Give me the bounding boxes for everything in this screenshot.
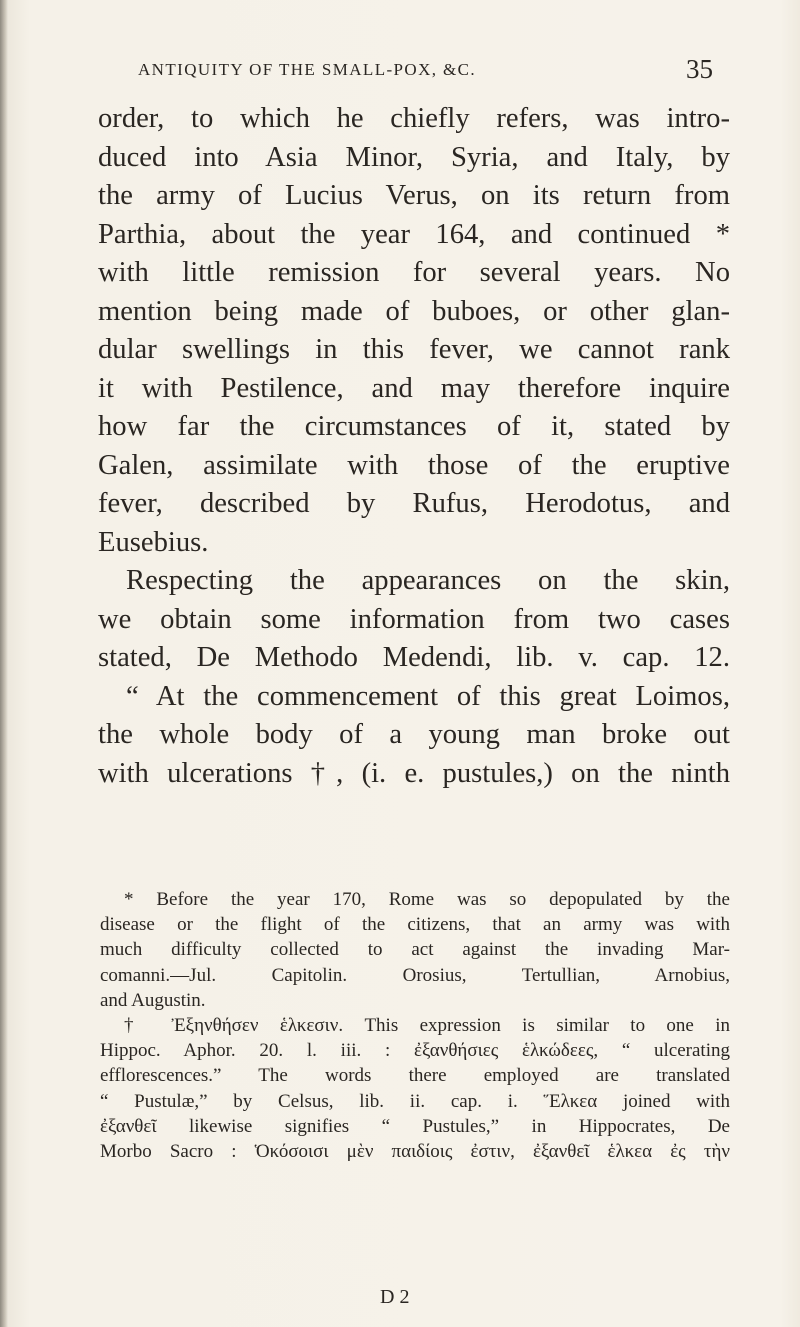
footnote-line: efflorescences.” The words there employed are translated xyxy=(100,1065,730,1087)
body-line: it with Pestilence, and may therefore inquire xyxy=(98,372,730,404)
body-line: mention being made of buboes, or other glan- xyxy=(98,295,730,327)
body-line: dular swellings in this fever, we cannot rank xyxy=(98,334,730,365)
body-line: we obtain some information from two cases xyxy=(98,603,730,635)
binding-edge xyxy=(0,0,8,1327)
footnotes xyxy=(100,887,730,1164)
footnote-line: disease or the flight of the citizens, that an army was with xyxy=(100,914,730,936)
page-number: 35 xyxy=(686,54,713,84)
body-line: the whole body of a young man broke out xyxy=(98,719,730,750)
body-line: fever, described by Rufus, Herodotus, and xyxy=(98,488,730,519)
footnote-line: ἐξανθεῖ likewise signifies “ Pustules,” in Hippocrates, De xyxy=(100,1115,730,1137)
body-line: with little remission for several years. No xyxy=(98,257,730,288)
footnote-line: Morbo Sacro : Ὁκόσοισι μὲν παιδίοις ἐστιν, ἐξανθεῖ ἑλκεα ἐς τὴν xyxy=(100,1141,730,1163)
body-line: Parthia, about the year 164, and continued * xyxy=(98,218,730,250)
footnote-line: † Ἐξηνθήσεν ἑλκεσιν. This expression is similar to one in xyxy=(124,1015,730,1037)
body-line: the army of Lucius Verus, on its return from xyxy=(98,180,730,211)
signature-mark: D 2 xyxy=(380,1286,410,1308)
body-text xyxy=(98,100,730,793)
footnote-line: * Before the year 170, Rome was so depopulated by the xyxy=(124,889,730,910)
body-line: “ At the commencement of this great Loimos, xyxy=(126,680,730,712)
body-line: Eusebius. xyxy=(98,526,209,558)
footnote-line: and Augustin. xyxy=(100,989,206,1011)
body-line: with ulcerations †, (i. e. pustules,) on the ninth xyxy=(98,757,730,789)
footnote-line: “ Pustulæ,” by Celsus, lib. ii. cap. i. Ἕλκεα joined with xyxy=(100,1090,730,1112)
footnote-line: Hippoc. Aphor. 20. l. iii. : ἐξανθήσιες ἑλκώδεες, “ ulcerating xyxy=(100,1040,730,1062)
body-line: how far the circumstances of it, stated by xyxy=(98,411,730,442)
footnote-line: comanni.—Jul. Capitolin. Orosius, Tertullian, Arnobius, xyxy=(100,964,730,986)
body-line: stated, De Methodo Medendi, lib. v. cap. 12. xyxy=(98,642,730,673)
body-line: Respecting the appearances on the skin, xyxy=(126,565,730,596)
running-head xyxy=(138,54,713,84)
body-line: duced into Asia Minor, Syria, and Italy, by xyxy=(98,141,730,173)
body-line: Galen, assimilate with those of the eruptive xyxy=(98,449,730,481)
footnote-line: much difficulty collected to act against the invading Mar- xyxy=(100,939,730,961)
running-title: ANTIQUITY OF THE SMALL-POX, &C. xyxy=(138,60,477,79)
body-line: order, to which he chiefly refers, was intro- xyxy=(98,103,730,134)
